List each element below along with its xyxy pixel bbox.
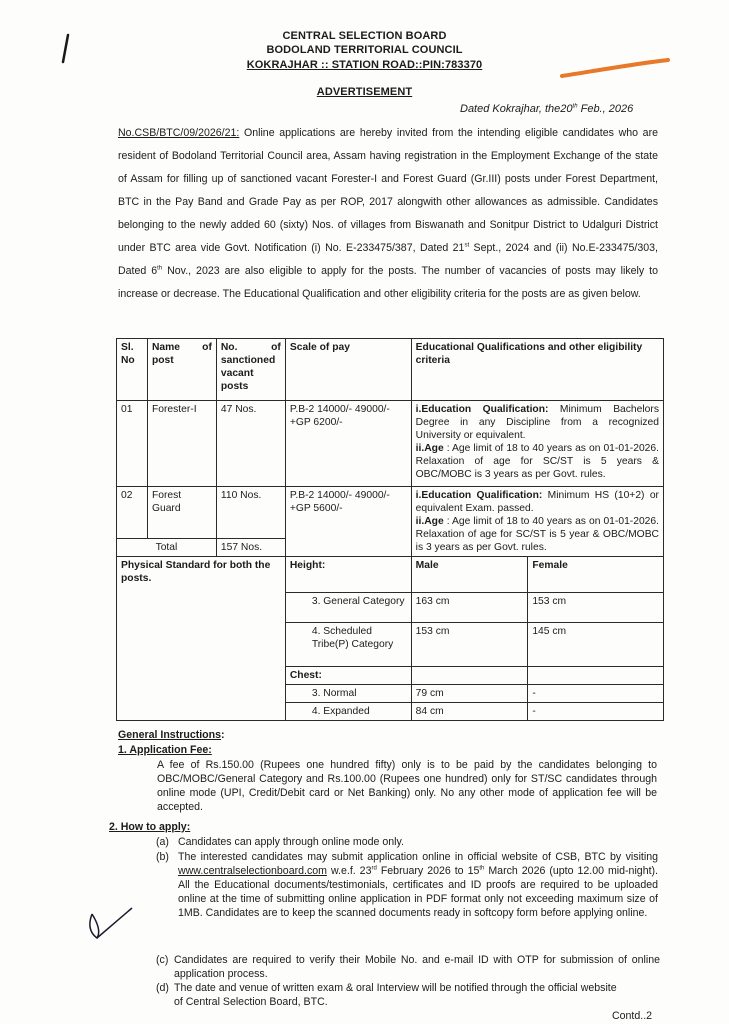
table-row [117, 487, 664, 539]
table-row [117, 401, 664, 487]
checkmark-signature-icon [90, 908, 132, 938]
age-label: ii.Age [415, 443, 444, 454]
fee-heading [118, 743, 212, 757]
height-female: 145 cm [528, 623, 664, 667]
physical-standard-label: Physical Standard for both the posts. [117, 557, 286, 721]
male-label: Male [411, 557, 528, 593]
chest-male: 84 cm [411, 703, 528, 721]
female-label: Female [528, 557, 664, 593]
posts-table [116, 338, 664, 721]
intro-text-3: Nov., 2023 are also eligible to apply for the posts. The number of vacancies of posts may likely to increase or decrease. The Educational Qualification and other eligibility criteria for the posts are as given below. [118, 265, 658, 300]
physical-header-row [117, 557, 664, 593]
title-text: ADVERTISEMENT [316, 86, 413, 98]
cell-pay: P.B-2 14000/- 49000/- +GP 5600/- [285, 487, 411, 557]
instruction-item-a [156, 835, 656, 849]
council-name: BODOLAND TERRITORIAL COUNCIL [266, 44, 463, 56]
height-category: 4. Scheduled Tribe(P) Category [285, 623, 411, 667]
cell-post: Forester-I [147, 401, 216, 487]
item-label: (d) [156, 982, 169, 994]
chest-empty-female [528, 667, 664, 685]
chest-category: 3. Normal [285, 685, 411, 703]
item-b-text-3: February 2026 to 15 [376, 865, 480, 877]
edu-text: Minimum Bachelors Degree in any Discipline from a recognized University or equivalent. [415, 404, 659, 441]
website-link[interactable]: www.centralselectionboard.com [178, 865, 327, 877]
height-male: 163 cm [411, 593, 528, 623]
general-instructions-heading [118, 728, 225, 742]
item-b-sup-2: th [479, 865, 485, 872]
item-text: Candidates can apply through online mode only. [178, 836, 404, 848]
general-instructions-title: General Instructions [118, 729, 222, 741]
header-scale-of-pay: Scale of pay [285, 339, 411, 401]
edu-label: i.Education Qualification: [415, 404, 549, 415]
height-male: 153 cm [411, 623, 528, 667]
address-text: KOKRAJHAR :: STATION ROAD::PIN:783370 [246, 59, 483, 71]
instruction-item-d [156, 981, 626, 1009]
height-label: Height: [285, 557, 411, 593]
item-text [178, 850, 658, 920]
item-text: The date and venue of written exam & oral Interview will be notified through the official website of Central Selection Board, BTC. [174, 982, 617, 1008]
heading-colon: : [221, 729, 225, 741]
header-sl-no: Sl. No [117, 339, 148, 401]
cell-sl: 01 [117, 401, 148, 487]
item-b-text-2: w.e.f. 23 [326, 865, 372, 877]
cell-post: Forest Guard [147, 487, 216, 539]
cell-sl: 02 [117, 487, 148, 539]
header-vacancies: No. of sanctioned vacant posts [216, 339, 285, 401]
intro-text-1: Online applications are hereby invited from the intending eligible candidates who are resident of Bodoland Territorial Council area, Assam having registration in the Employment Exchange of the state of Assam for filling up of sanctioned vacant Forester-I and Forest Guard (Gr.III) posts under Forest Department, BTC in the Pay Band and Grade Pay as per ROP, 2017 alongwith other allowances as admissible. Candidates belonging to the newly added 60 (sixty) Nos. of villages from Biswanath and Sonitpur District to Udalguri District under BTC area vide Govt. Notification (i) No. E-233475/387, Dated 21 [118, 127, 658, 254]
intro-paragraph [118, 122, 658, 306]
chest-female: - [528, 685, 664, 703]
age-text: : Age limit of 18 to 40 years as on 01-01-2026. Relaxation of age for SC/ST is 5 years & OBC/MOBC is 3 years as per Govt. rules. [415, 443, 659, 480]
cell-vacancies: 110 Nos. [216, 487, 285, 539]
height-category: 3. General Category [285, 593, 411, 623]
height-female: 153 cm [528, 593, 664, 623]
item-b-text-1: The interested candidates may submit application online in official website of CSB, BTC by visiting [178, 851, 658, 863]
dated-line [460, 103, 633, 115]
cell-qualification [411, 487, 663, 557]
how-to-apply-title: 2. How to apply: [109, 821, 191, 833]
item-label: (b) [156, 851, 169, 863]
instruction-item-b [156, 850, 658, 940]
item-text: Candidates are required to verify their Mobile No. and e-mail ID with OTP for submission of online application process. [174, 954, 660, 980]
age-label: ii.Age [415, 516, 444, 527]
date-suffix: Feb., 2026 [577, 103, 634, 115]
continued-note: Contd..2 [612, 1010, 653, 1022]
fee-paragraph: A fee of Rs.150.00 (Rupees one hundred fifty) only is to be paid by the candidates belonging to OBC/MOBC/General Category and Rs.100.00 (Rupees one hundred) only for ST/SC candidates through online mode (UPI, Credit/Debit card or Net Banking) only. No any other mode of application fee will be accepted. [157, 759, 657, 813]
fee-title: 1. Application Fee: [118, 744, 212, 756]
total-value: 157 Nos. [216, 539, 285, 557]
intro-sup-1: st [464, 242, 470, 249]
item-b-sup-1: rd [371, 865, 377, 872]
address-line [0, 59, 729, 71]
chest-empty-male [411, 667, 528, 685]
chest-female: - [528, 703, 664, 721]
date-prefix: Dated Kokrajhar, the20 [460, 103, 573, 115]
advertisement-title [0, 86, 729, 98]
total-label: Total [117, 539, 217, 557]
cell-qualification [411, 401, 663, 487]
date-sup: th [572, 103, 578, 110]
item-label: (a) [156, 836, 169, 848]
item-label: (c) [156, 954, 169, 966]
board-name: CENTRAL SELECTION BOARD [282, 30, 447, 42]
instruction-item-c [156, 953, 660, 981]
cell-vacancies: 47 Nos. [216, 401, 285, 487]
header-qualifications: Educational Qualifications and other eligibility criteria [411, 339, 663, 401]
how-to-apply-heading [109, 820, 190, 834]
chest-label: Chest: [285, 667, 411, 685]
reference-number: No.CSB/BTC/09/2026/21: [118, 127, 240, 139]
intro-text-2: Sept., 2024 and (ii) No.E-233475/303, Dated 6 [118, 242, 658, 277]
header-post-name: Name of post [147, 339, 216, 401]
cell-pay: P.B-2 14000/- 49000/- +GP 6200/- [285, 401, 411, 487]
edu-text: Minimum HS (10+2) or equivalent Exam. passed. [415, 490, 659, 514]
intro-sup-2: th [157, 265, 163, 272]
chest-category: 4. Expanded [285, 703, 411, 721]
edu-label: i.Education Qualification: [415, 490, 543, 501]
chest-male: 79 cm [411, 685, 528, 703]
age-text: : Age limit of 18 to 40 years as on 01-01-2026. Relaxation of age for SC/ST is 5 year & OBC/MOBC is 3 years as per Govt. rules. [415, 516, 659, 553]
item-b-text-4: March 2026 (upto 12.00 mid-night). All the Educational documents/testimonials, certificates and ID proofs are required to be uploaded online at the time of submitting online application in PDF format only not exceeding maximum size of 1MB. Candidates are to keep the scanned documents ready in softcopy form before applying online. [178, 865, 659, 919]
table-header-row [117, 339, 664, 401]
